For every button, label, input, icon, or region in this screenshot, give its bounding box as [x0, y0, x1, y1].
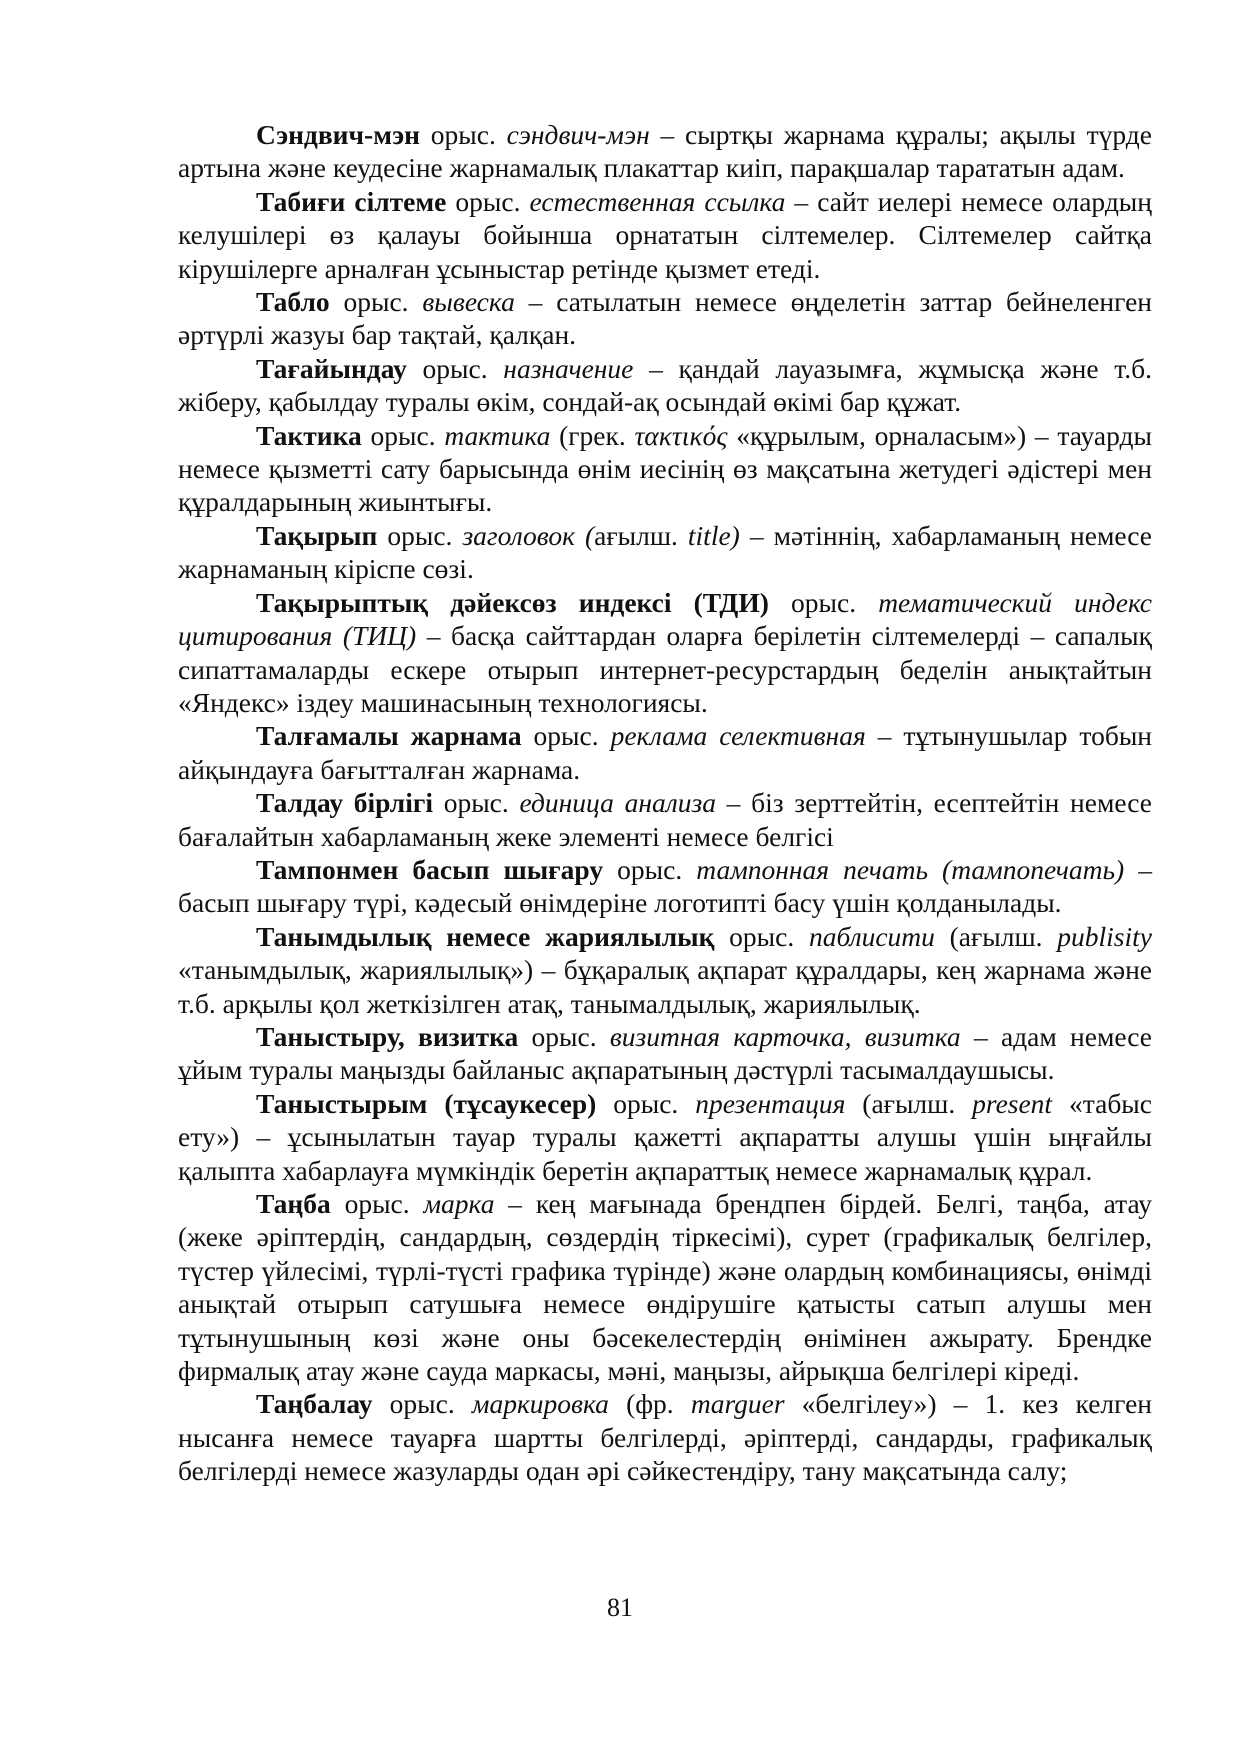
glossary-entry	[178, 352, 1152, 419]
entry-russian-term: презентация	[695, 1087, 846, 1119]
glossary-entry	[178, 719, 1152, 786]
entry-lang-label: орыс.	[329, 286, 423, 318]
entry-origin-word: τακτικός	[634, 419, 728, 451]
entry-origin-word: marguer	[690, 1388, 785, 1420]
entry-lang-label: орыс.	[361, 419, 445, 451]
glossary-entry	[178, 786, 1152, 853]
entry-definition: – біз зерттейтін, есептейтін немесе бағалайтын хабарламаның жеке элементі немесе белгісі	[178, 787, 1153, 852]
entry-term: Таныстыру, визитка	[256, 1020, 519, 1052]
entry-definition: «танымдылық, жариялылық») – бұқаралық ақпарат құралдары, кең жарнама және т.б. арқылы қол жеткізілген атақ, танымалдылық, жариялылық.	[178, 954, 1152, 1019]
entry-term: Талдау бірлігі	[256, 787, 433, 819]
entry-term: Таныстырым (тұсаукесер)	[256, 1087, 597, 1119]
glossary-entry	[178, 1020, 1152, 1087]
entry-russian-term: паблисити	[808, 920, 935, 952]
entry-lang-label: орыс.	[768, 586, 879, 618]
glossary-entry	[178, 1187, 1152, 1387]
entry-lang-label: орыс.	[446, 185, 530, 217]
entry-term: Тағайындау	[256, 352, 407, 384]
entry-definition: – сайт иелері немесе олардың келушілері өз қалауы бойынша орнататын сілтемелер. Сілтемелер сайтқа кірушілерге арналған ұсыныстар ретінде қызмет етеді.	[178, 185, 1152, 284]
glossary-entry	[178, 118, 1152, 185]
entry-lang-label: орыс.	[603, 853, 697, 885]
entry-term: Талғамалы жарнама	[256, 720, 522, 752]
entry-russian-term: тампонная печать (тампопечать)	[696, 853, 1125, 885]
entry-definition: – кең мағынада брендпен бірдей. Белгі, таңба, атау (жеке әріптердің, сандардың, сөздердің тіркесімі), сурет (графикалық белгілер, түстер үйлесімі, түрлі-түсті графика түрінде) және олардың комбинациясы, өнімді анықтай отырып сатушыға немесе өндірушіге қатысты сатып алушы мен тұтынушының көзі және оны бәсекелестердің өнімінен ажырату. Брендке фирмалық атау және сауда маркасы, мәні, маңызы, айрықша белгілері кіреді.	[178, 1188, 1152, 1387]
entry-term: Тақырып	[256, 519, 378, 551]
entry-definition: – қандай лауазымға, жұмысқа және т.б. жіберу, қабылдау туралы өкім, сондай-ақ осындай өкімі бар құжат.	[178, 352, 1152, 418]
entry-term: Табло	[256, 286, 330, 318]
entry-lang-label: орыс.	[433, 787, 520, 819]
glossary-entry	[178, 586, 1152, 720]
glossary-entry	[178, 920, 1152, 1020]
entry-definition: «табыс ету») – ұсынылатын тауар туралы қажетті ақпаратты алушы үшін ыңғайлы қалыпта хабарлауға мүмкіндік беретін ақпараттық немесе жарнамалық құрал.	[178, 1087, 1152, 1186]
entry-term: Танымдылық немесе жариялылық	[256, 920, 715, 952]
entry-russian-term: заголовок (	[462, 519, 595, 551]
entry-lang-label: орыс.	[372, 1388, 472, 1420]
entry-term: Таңбалау	[256, 1388, 373, 1420]
entry-lang-label: орыс.	[330, 1188, 424, 1219]
glossary-entry	[178, 419, 1152, 519]
entry-origin-label: (грек.	[550, 419, 635, 451]
entry-definition: – басқа сайттардан оларға берілетін сілтемелерді – сапалық сипаттамаларды ескере отырып интернет-ресурстардың беделін анықтайтын «Яндекс» іздеу машинасының технологиясы.	[178, 620, 1152, 718]
entry-origin-label: (ағылш.	[934, 920, 1058, 952]
entry-definition: – сатылатын немесе өңделетін заттар бейнеленген әртүрлі жазуы бар тақтай, қалқан.	[178, 286, 1152, 351]
entry-origin-word: present	[972, 1087, 1053, 1119]
entry-lang-label: орыс.	[521, 720, 611, 752]
glossary-entry	[178, 853, 1152, 920]
entry-definition: «құрылым, орналасым») – тауарды немесе қызметті сату барысында өнім иесінің өз мақсатына жетудегі әдістері мен құралдарының жиынтығы.	[178, 419, 1152, 518]
entry-russian-term: тематический индекс цитирования (ТИЦ)	[178, 586, 1152, 652]
entry-russian-term: вывеска	[422, 286, 515, 318]
entry-origin-label: (ағылш.	[845, 1087, 973, 1119]
entry-russian-term: маркировка	[471, 1388, 609, 1420]
entry-definition: – сыртқы жарнама құралы; ақылы түрде артына және кеудесіне жарнамалық плакаттар киіп, парақшалар тарататын адам.	[178, 119, 1153, 184]
entry-lang-label: орыс.	[406, 352, 504, 384]
entry-origin-word: publisity	[1057, 920, 1152, 952]
entry-russian-term: естественная ссылка	[529, 185, 786, 217]
entry-term: Таңба	[256, 1188, 331, 1219]
entry-lang-label: орыс.	[518, 1020, 610, 1052]
entry-lang-label: орыс.	[377, 519, 463, 551]
glossary-entry	[178, 1387, 1152, 1487]
entry-russian-term: визитная карточка, визитка	[609, 1020, 961, 1052]
entry-russian-term: марка	[423, 1188, 495, 1219]
entry-origin-word: title)	[687, 519, 740, 551]
entry-origin-label: (фр.	[608, 1388, 691, 1420]
document-body	[178, 118, 1152, 1488]
page-number: 81	[607, 1593, 633, 1622]
entry-russian-term: сэндвич-мэн	[506, 119, 650, 150]
glossary-entry	[178, 1087, 1152, 1187]
entry-definition: «белгілеу») – 1. кез келген нысанға немесе тауарға шартты белгілерді, әріптерді, сандарды, графикалық белгілерді немесе жазуларды одан әрі сәйкестендіру, тану мақсатында салу;	[178, 1388, 1152, 1487]
glossary-entry	[178, 519, 1152, 586]
entry-term: Тактика	[256, 419, 362, 451]
entry-russian-term: единица анализа	[519, 787, 716, 819]
entry-term: Сэндвич-мэн	[256, 119, 420, 150]
entry-russian-term: назначение	[503, 352, 634, 384]
glossary-entry	[178, 285, 1152, 352]
entry-term: Тақырыптық дәйексөз индексі (ТДИ)	[256, 586, 769, 618]
entry-definition: – тұтынушылар тобын айқындауға бағытталған жарнама.	[178, 720, 1153, 785]
entry-definition: – мәтіннің, хабарламаның немесе жарнаманың кіріспе сөзі.	[178, 519, 1152, 585]
entry-russian-term: реклама селективная	[610, 720, 866, 752]
entry-russian-term: тактика	[444, 419, 551, 451]
entry-definition: – басып шығару түрі, кәдесый өнімдеріне логотипті басу үшін қолданылады.	[178, 853, 1152, 919]
entry-lang-label: орыс.	[714, 920, 809, 952]
entry-origin-label: ағылш.	[594, 519, 688, 551]
entry-lang-label: орыс.	[420, 119, 507, 150]
entry-term: Тампонмен басып шығару	[256, 853, 604, 885]
entry-lang-label: орыс.	[596, 1087, 696, 1119]
entry-term: Табиғи сілтеме	[256, 185, 447, 217]
entry-definition: – адам немесе ұйым туралы маңызды байланыс ақпаратының дәстүрлі тасымалдаушысы.	[178, 1020, 1152, 1086]
glossary-entry	[178, 185, 1152, 285]
